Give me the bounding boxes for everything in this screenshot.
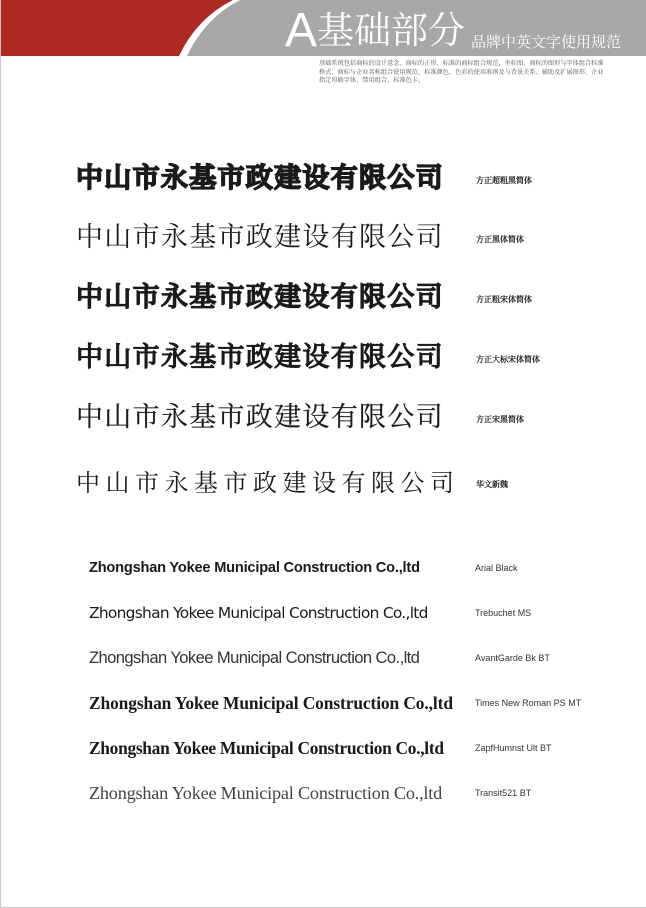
intro-paragraph: 基础系统包括商标的设计意念、商标的正形、标准的商标组合规范，坐标图、商标的图形与字体组合标准格式，商标与企业名称组合使用规范，标准颜色，色彩的使用准则及与背景关系、辅助及扩展图形、企业指定印刷字体、禁用组合、标准色卡。 [319,60,604,85]
company-name-english: Zhongshan Yokee Municipal Construction Co.,ltd [89,648,420,667]
font-label: 华文新魏 [476,479,508,489]
font-label: Arial Black [475,563,518,573]
company-name-english: Zhongshan Yokee Municipal Construction Co.,ltd [89,738,444,758]
header-band [1,0,646,56]
chinese-specimen-row [76,341,616,377]
company-name-english: Zhongshan Yokee Municipal Construction Co.,ltd [89,604,428,622]
font-label: Times New Roman PS MT [475,698,582,708]
font-label: 方正黑体简体 [476,234,524,244]
company-name-english: Zhongshan Yokee Municipal Construction Co.,ltd [89,783,443,803]
chinese-specimen-row [76,466,616,502]
font-label: 方正宋黑简体 [476,414,524,424]
english-specimen-row [89,647,609,671]
font-label: 方正超粗黑简体 [476,175,532,185]
english-specimen-row [89,692,609,716]
company-name-english: Zhongshan Yokee Municipal Construction Co.,ltd [89,560,420,576]
font-label: Transit521 BT [475,788,532,798]
company-name-chinese: 中山市永基市政建设有限公司 [76,469,460,497]
font-label: 方正粗宋体简体 [476,294,532,304]
english-specimen-row [89,602,609,626]
company-name-english: Zhongshan Yokee Municipal Construction Co.,ltd [89,693,453,713]
font-label: ZapfHumnst Ult BT [475,743,552,753]
chinese-specimen-row [76,281,616,317]
font-label: 方正大标宋体简体 [476,354,540,364]
chinese-specimen-row [76,162,616,198]
chinese-specimen-row [76,401,616,437]
font-label: AvantGarde Bk BT [475,653,550,663]
section-letter: A [285,4,316,57]
chinese-specimen-row [76,221,616,257]
font-label: Trebuchet MS [475,608,532,618]
section-title: 基础部分 [317,9,465,52]
company-name-chinese: 中山市永基市政建设有限公司 [76,402,444,433]
company-name-chinese: 中山市永基市政建设有限公司 [76,222,444,253]
section-subtitle: 品牌中英文字使用规范 [471,33,622,51]
company-name-chinese: 中山市永基市政建设有限公司 [76,342,444,373]
english-specimen-row [89,782,609,806]
company-name-chinese: 中山市永基市政建设有限公司 [76,163,444,194]
company-name-chinese: 中山市永基市政建设有限公司 [76,282,444,313]
english-specimen-row [89,557,609,581]
english-specimen-row [89,737,609,761]
